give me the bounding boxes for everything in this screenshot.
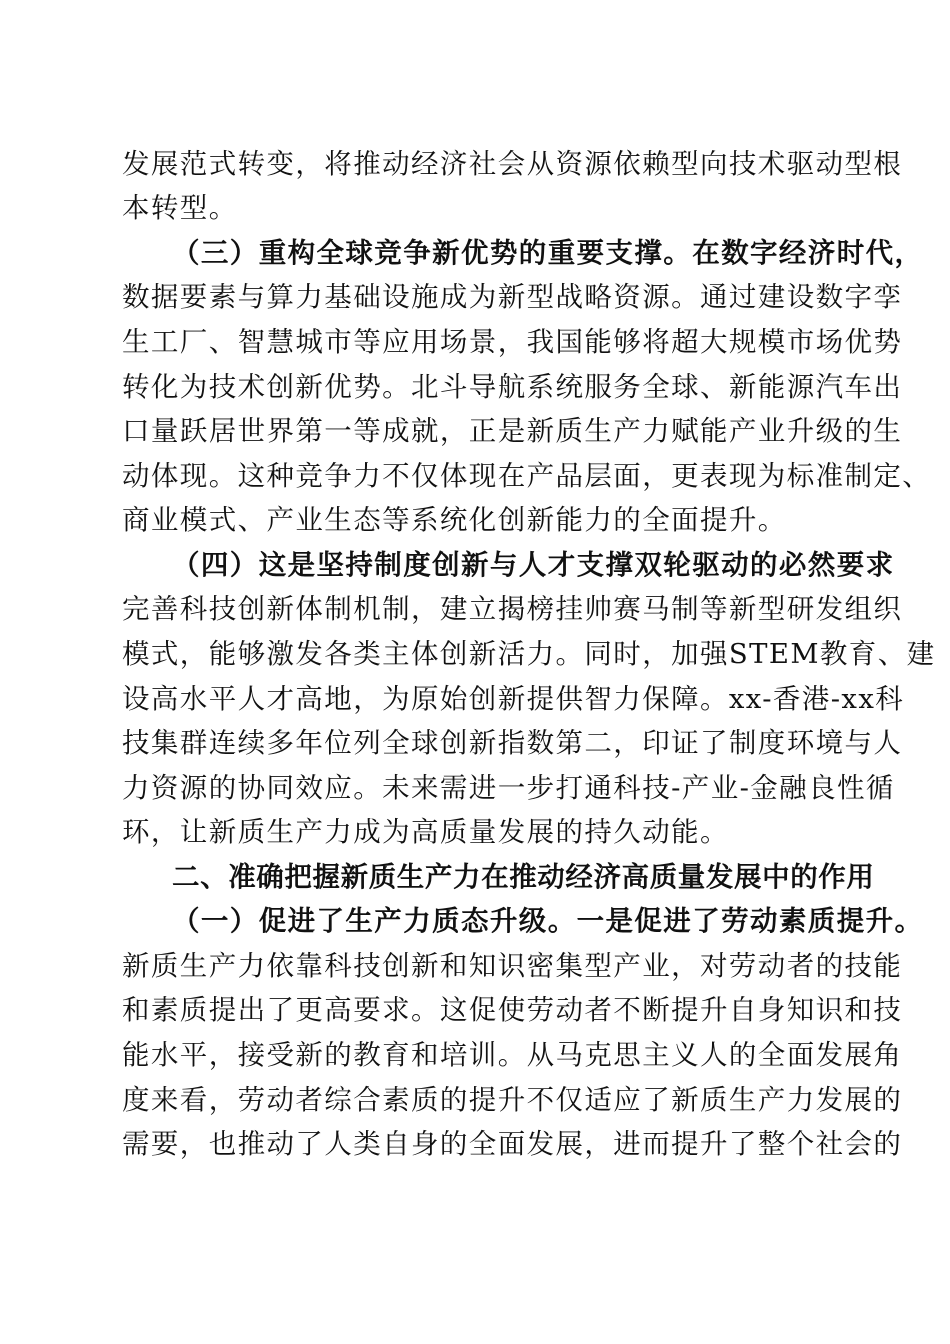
body-text-line: 本转型。: [122, 192, 238, 224]
body-text-line: 商业模式、产业生态等系统化创新能力的全面提升。: [122, 504, 787, 536]
body-text-line: 和素质提出了更高要求。这促使劳动者不断提升自身知识和技: [122, 994, 903, 1026]
body-text-line: 力资源的协同效应。未来需进一步打通科技-产业-金融良性循: [122, 772, 895, 804]
body-text-line: 口量跃居世界第一等成就，正是新质生产力赋能产业升级的生: [122, 415, 903, 447]
body-text-line: 度来看，劳动者综合素质的提升不仅适应了新质生产力发展的: [122, 1084, 903, 1116]
body-text-line: 模式，能够激发各类主体创新活力。同时，加强STEM教育、建: [122, 638, 936, 670]
body-text-line: 动体现。这种竞争力不仅体现在产品层面，更表现为标准制定、: [122, 460, 932, 492]
section-heading-2: 二、准确把握新质生产力在推动经济高质量发展中的作用: [172, 861, 875, 893]
body-text-line: 转化为技术创新优势。北斗导航系统服务全球、新能源汽车出: [122, 371, 903, 403]
body-text-line: 设高水平人才高地，为原始创新提供智力保障。xx-香港-xx科: [122, 683, 905, 715]
body-text-line: 数据要素与算力基础设施成为新型战略资源。通过建设数字孪: [122, 281, 903, 313]
body-text-line: 生工厂、智慧城市等应用场景，我国能够将超大规模市场优势: [122, 326, 903, 358]
body-text-line: 技集群连续多年位列全球创新指数第二，印证了制度环境与人: [122, 727, 903, 759]
section-subheading-1: （一）促进了生产力质态升级。一是促进了劳动素质提升。: [172, 905, 924, 937]
body-text-line: 完善科技创新体制机制，建立揭榜挂帅赛马制等新型研发组织: [122, 593, 903, 625]
body-text-line: 能水平，接受新的教育和培训。从马克思主义人的全面发展角: [122, 1039, 903, 1071]
body-text-line: 发展范式转变，将推动经济社会从资源依赖型向技术驱动型根: [122, 148, 903, 180]
section-subheading-3: （三）重构全球竞争新优势的重要支撑。在数字经济时代，: [172, 237, 924, 269]
body-text-line: 环，让新质生产力成为高质量发展的持久动能。: [122, 816, 729, 848]
body-text-line: 新质生产力依靠科技创新和知识密集型产业，对劳动者的技能: [122, 950, 903, 982]
body-text-line: 需要，也推动了人类自身的全面发展，进而提升了整个社会的: [122, 1128, 903, 1160]
section-subheading-4: （四）这是坚持制度创新与人才支撑双轮驱动的必然要求: [172, 549, 895, 581]
